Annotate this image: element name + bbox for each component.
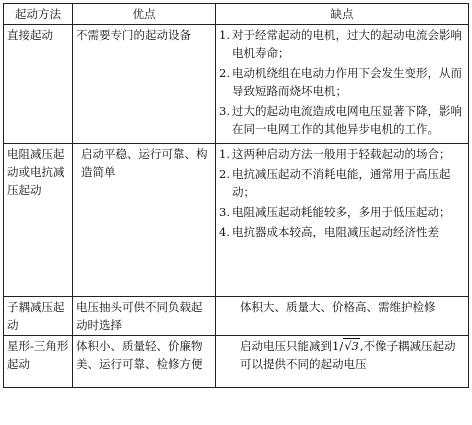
disadvantages-cell: 体积大、质量大、价格高、需维护检修: [216, 297, 469, 336]
disadvantages-cell: [216, 25, 469, 144]
header-method: 起动方法: [4, 4, 73, 25]
method-cell: 子耦减压起动: [4, 297, 73, 336]
list-item: 2. 电动机绕组在电动力作用下会发生变形，从而导致短路而烧坏电机；: [219, 66, 462, 98]
method-cell: 直接起动: [4, 25, 73, 144]
starting-methods-table: [3, 3, 469, 388]
header-disadvantages: 缺点: [216, 4, 469, 25]
list-item: 3. 电阻减压起动耗能较多，多用于低压起动；: [219, 205, 451, 219]
list-item: 1. 这两种启动方法一般用于轻载起动的场合；: [219, 147, 451, 161]
table-row: [4, 144, 469, 297]
disadvantages-suffix: ,不像子耦减压起动可以提供不同的起动电压: [240, 339, 456, 371]
disadvantages-cell: [216, 336, 469, 388]
method-cell: 电阻减压起动或电抗减压起动: [4, 144, 73, 297]
method-cell: 星形-三角形起动: [4, 336, 73, 388]
disadvantages-list: [219, 26, 465, 138]
list-item: 3. 过大的起动电流造成电网电压显著下降，影响在同一电网工作的其他异步电机的工作。: [219, 104, 462, 136]
sqrt-symbol: √3: [344, 339, 359, 353]
disadvantages-list: [219, 145, 465, 241]
table-row: [4, 297, 469, 336]
table-header-row: [4, 4, 469, 25]
advantages-cell: 不需要专门的起动设备: [73, 25, 216, 144]
table-row: [4, 336, 469, 388]
header-advantages: 优点: [73, 4, 216, 25]
advantages-cell: 体积小、质量轻、价廉物美、运行可靠、检修方便: [73, 336, 216, 388]
list-item: 4. 电抗器成本较高，电阻减压起动经济性差: [219, 225, 439, 239]
table-row: [4, 25, 469, 144]
advantages-cell: 电压抽头可供不同负载起动时选择: [73, 297, 216, 336]
list-item: 1. 对于经常起动的电机，过大的起动电流会影响电机寿命；: [219, 28, 462, 60]
list-item: 2. 电抗减压起动不消耗电能，通常用于高压起动；: [219, 167, 451, 199]
sqrt-value: 3: [351, 339, 359, 353]
disadvantages-prefix: 启动电压只能减到1/: [240, 339, 344, 353]
advantages-cell: 启动平稳、运行可靠、构造简单: [73, 144, 216, 297]
disadvantages-cell: [216, 144, 469, 297]
